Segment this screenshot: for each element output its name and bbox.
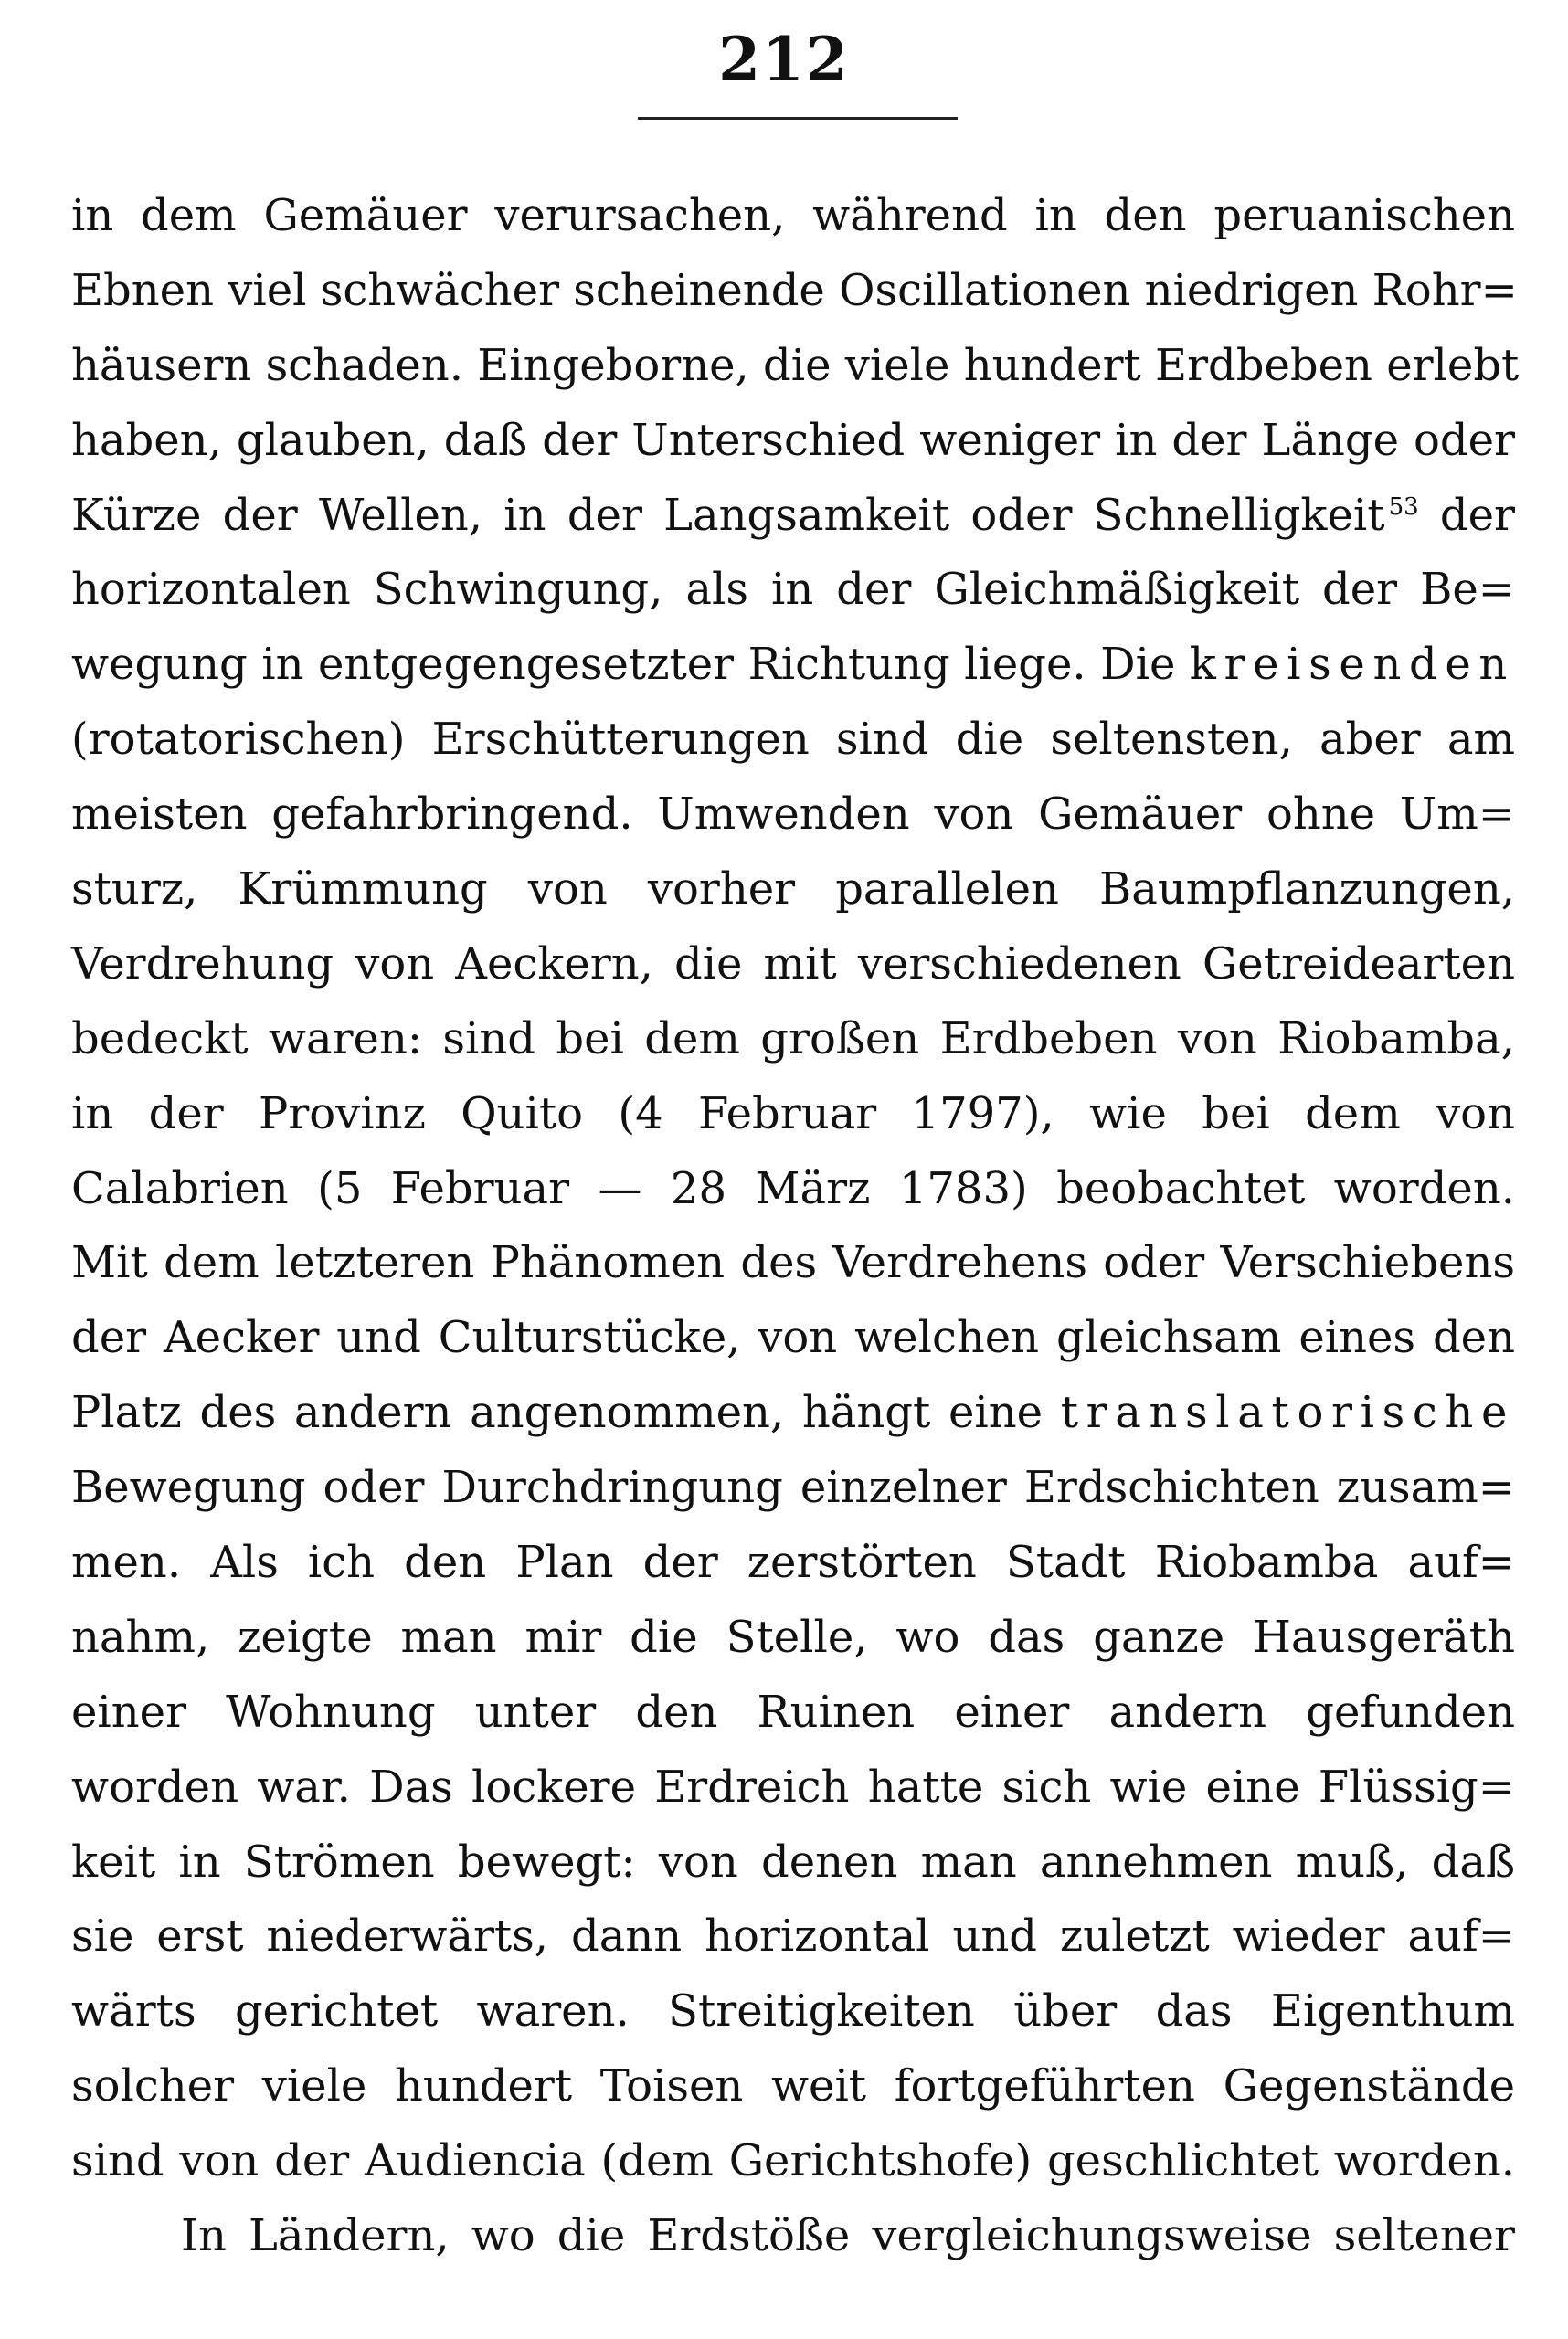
emphasized-term: kreisenden [1189, 639, 1515, 691]
text-line: wärts gerichtet waren. Streitigkeiten über das Eigenthum [71, 1985, 1515, 2037]
page-number: 212 [718, 24, 850, 95]
text-line: der Aecker und Culturstücke, von welchen gleichsam eines den [71, 1312, 1515, 1364]
text-line: horizontalen Schwingung, als in der Gleichmäßigkeit der Be= [71, 564, 1515, 616]
text-line: häusern schaden. Eingeborne, die viele hundert Erdbeben erlebt [71, 339, 1520, 391]
text-line: Kürze der Wellen, in der Langsamkeit oder Schnelligkeit $^{53}$ der [71, 489, 1515, 541]
text-line: einer Wohnung unter den Ruinen einer andern gefunden [71, 1686, 1515, 1738]
text-line: sie erst niederwärts, dann horizontal und zuletzt wieder auf= [71, 1910, 1515, 1963]
text-line: men. Als ich den Plan der zerstörten Stadt Riobamba auf= [71, 1537, 1515, 1589]
text-line: haben, glauben, daß der Unterschied weniger in der Länge oder [71, 414, 1515, 466]
text-line: Mit dem letzteren Phänomen des Verdrehens oder Verschiebens [71, 1237, 1515, 1289]
header-rule [638, 117, 958, 120]
body-text [71, 179, 1520, 2274]
text-line: solcher viele hundert Toisen weit fortgeführten Gegenstände [71, 2060, 1515, 2112]
text-line: meisten gefahrbringend. Umwenden von Gemäuer ohne Um= [71, 788, 1515, 841]
text-line: Calabrien (5 Februar — 28 März 1783) beobachtet worden. [71, 1162, 1515, 1214]
text-line: in dem Gemäuer verursachen, während in den peruanischen [71, 190, 1515, 241]
text-line: wegung in entgegengesetzter Richtung liege. Die kreisenden [71, 639, 1515, 691]
text-line: (rotatorischen) Erschütterungen sind die seltensten, aber am [71, 714, 1515, 766]
emphasized-term: translatorische [1060, 1387, 1515, 1439]
text-line: keit in Strömen bewegt: von denen man annehmen muß, daß [71, 1836, 1515, 1888]
text-line: Bewegung oder Durchdringung einzelner Erdschichten zusam= [71, 1462, 1515, 1514]
text-line: Ebnen viel schwächer scheinende Oscillationen niedrigen Rohr= [71, 264, 1518, 316]
text-line: sind von der Audiencia (dem Gerichtshofe) geschlichtet worden. [71, 2135, 1515, 2187]
text-line: Platz des andern angenommen, hängt eine translatorische [71, 1387, 1515, 1439]
text-line: worden war. Das lockere Erdreich hatte sich wie eine Flüssig= [71, 1761, 1515, 1813]
text-line: In Ländern, wo die Erdstöße vergleichungsweise seltener [181, 2210, 1515, 2262]
text-line: in der Provinz Quito (4 Februar 1797), wie bei dem von [71, 1087, 1515, 1139]
footnote-marker: 53 [1388, 492, 1419, 521]
text-line: nahm, zeigte man mir die Stelle, wo das ganze Hausgeräth [71, 1611, 1515, 1663]
text-line: sturz, Krümmung von vorher parallelen Baumpflanzungen, [71, 863, 1515, 915]
text-line: Verdrehung von Aeckern, die mit verschiedenen Getreidearten [71, 937, 1515, 990]
text-line: bedeckt waren: sind bei dem großen Erdbeben von Riobamba, [71, 1012, 1515, 1064]
